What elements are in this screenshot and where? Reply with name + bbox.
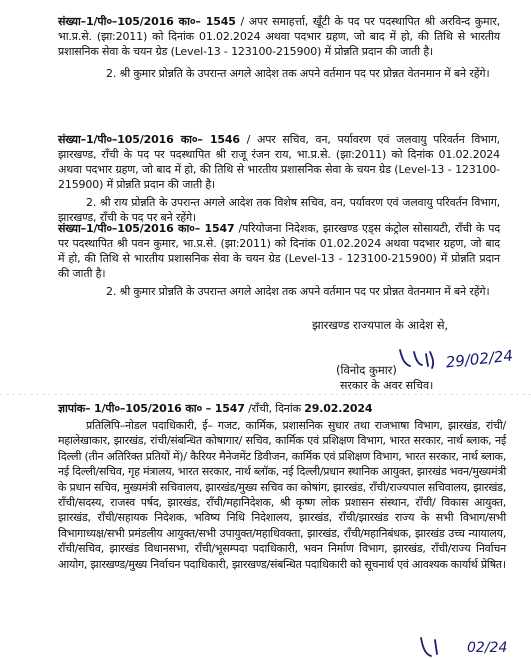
signatory-designation: सरकार के अवर सचिव।	[340, 379, 434, 392]
order-2-body: / अपर सचिव, वन, पर्यावरण एवं जलवायु परिवर्तन विभाग, झारखण्ड, राँची के पद पर पदस्थापित श्री राजू रंजन राय, भा.प्र.से. (झा:2011) को दिनांक 01.02.2024 अथवा पदभार ग्रहण, जो बाद में हो, की तिथि से भारतीय प्रशासनिक सेवा के चयन ग्रेड (Level-13 - 123100-215900) में प्रोन्नति प्रदान की जाती है।	[58, 133, 500, 191]
copy-distribution-list: प्रतिलिपि–नोडल पदाधिकारी, ई– गजट, कार्मिक, प्रशासनिक सुधार तथा राजभाषा विभाग, झारखंड, रांची/महालेखाकार, झारखंड, रांची/संबन्धित कोषागार/ सचिव, कार्मिक एवं प्रशिक्षण विभाग, भारत सरकार, नार्थ ब्लाक, नई दिल्ली (तीन अतिरिक्त प्रतियों में)/ कैरियर मैनेजमेंट डिवीजन, कार्मिक एवं प्रशिक्षण विभाग, भारत सरकार, नार्थ ब्लाक, नई दिल्ली/सचिव, गृह मंत्रालय, भारत सरकार, नार्थ ब्लॉक, नई दिल्ली/प्रधान स्थानिक आयुक्त, झारखंड भवन/मुख्यमंत्री के प्रधान सचिव, मुख्यमंत्री सचिवालय, झारखंड/मुख्य सचिव का कोषांग, झारखंड, राँची/राज्यपाल सचिवालय, झारखंड, राँची/सदस्य, राजस्व पर्षद, झारखंड, राँची/महानिदेशक, श्री कृष्ण लोक प्रशासन संस्थान, राँची/ विकास आयुक्त, झारखंड, राँची/सहायक निदेशक, भविष्य निधि निदेशालय, झारखंड, राँची/झारखंड राज्य के सभी विभाग/सभी विभागाध्यक्ष/सभी प्रमंडलीय आयुक्त/सभी उपायुक्त/महाधिवक्ता, झारखंड, राँची/महानिबंधक, झारखंड उच्च न्यायालय, राँची/सचिव, झारखंड विधानसभा, राँची/भूसम्पदा पदाधिकारी, भवन निर्माण विभाग, झारखंड, राँची/राज्य निर्वाचन आयोग, झारखण्ड/मुख्य निर्वाचन पदाधिकारी, झारखण्ड/संबन्धित पदाधिकारी को सूचनार्थ एवं आवश्यक कार्यार्थ प्रेषित।	[58, 419, 506, 571]
signatory-name: (विनोद कुमार)	[336, 363, 397, 377]
order-2-note: 2. श्री राय प्रोन्नति के उपरान्त अगले आदेश तक विशेष सचिव, वन, पर्यावरण एवं जलवायु परिवर्तन विभाग, झारखण्ड, राँची के पद पर बने रहेंगे।	[58, 196, 500, 224]
by-order-of-governor: झारखण्ड राज्यपाल के आदेश से,	[312, 318, 449, 332]
memo-number: ज्ञापांक– 1/पी०–105/2016 का० – 1547	[58, 402, 245, 415]
order-1-body: / अपर समाहर्त्ता, खूँटी के पद पर पदस्थापित श्री अरविन्द कुमार, भा.प्र.से. (झा:2011) को दिनांक 01.02.2024 अथवा पदभार ग्रहण, जो बाद में हो, की तिथि से भारतीय प्रशासनिक सेवा के चयन ग्रेड (Level-13 - 123100-215900) में प्रोन्नति प्रदान की जाती है।	[58, 15, 501, 58]
divider	[0, 394, 531, 395]
memo-date: 29.02.2024	[304, 402, 373, 415]
order-2	[58, 132, 500, 225]
order-3-note: 2. श्री कुमार प्रोन्नति के उपरान्त अगले आदेश तक अपने वर्तमान पद पर प्रोन्नत वेतनमान में बने रहेंगे।	[106, 285, 490, 298]
order-3-text	[58, 221, 500, 281]
order-1	[58, 14, 500, 81]
order-1-note: 2. श्री कुमार प्रोन्नति के उपरान्त अगले आदेश तक अपने वर्तमान पद पर प्रोन्नत वेतनमान में बने रहेंगे।	[106, 67, 490, 80]
memo-place: /राँची, दिनांक	[244, 402, 305, 415]
order-3	[58, 221, 500, 299]
bottom-signature	[415, 634, 525, 659]
order-2-number: संख्या–1/पी०–105/2016 का०– 1546	[58, 133, 240, 146]
signature-block	[330, 344, 520, 394]
memo-line	[58, 401, 518, 416]
signature-date: 29/02/24	[444, 346, 514, 372]
bottom-signature-date: 02/24	[467, 640, 508, 656]
order-1-text	[58, 14, 500, 59]
order-1-number: संख्या–1/पी०–105/2016 का०– 1545	[58, 15, 236, 28]
order-2-text	[58, 132, 500, 192]
order-3-number: संख्या–1/पी०–105/2016 का०– 1547	[58, 222, 235, 235]
order-3-body: /परियोजना निदेशक, झारखण्ड एड्स कंट्रोल सोसायटी, राँची के पद पर पदस्थापित श्री पवन कुमार, भा.प्र.से. (झा:2011) को दिनांक 01.02.2024 अथवा पदभार ग्रहण, जो बाद में हो, की तिथि से भारतीय प्रशासनिक सेवा के चयन ग्रेड (Level-13 - 123100-215900) में प्रोन्नति प्रदान की जाती है।	[58, 222, 501, 280]
